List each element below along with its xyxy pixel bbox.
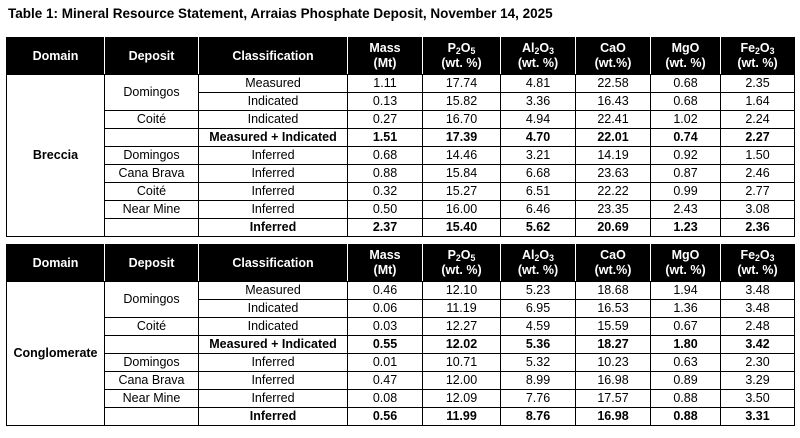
p2o5-header: $P_2O_5$ (wt. %): [423, 38, 501, 75]
mass-cell: 0.55: [348, 336, 423, 354]
mass-cell: 0.32: [348, 183, 423, 201]
deposit-header: Deposit: [105, 38, 199, 75]
mgo-cell: 1.80: [651, 336, 721, 354]
subtotal-row: [7, 408, 795, 426]
deposit-cell: Cana Brava: [105, 372, 199, 390]
mass-cell: 0.56: [348, 408, 423, 426]
cao-cell: 20.69: [576, 219, 651, 237]
cao-cell: 15.59: [576, 318, 651, 336]
fe2o3-cell: 2.24: [721, 111, 795, 129]
cao-cell: 23.63: [576, 165, 651, 183]
table-row: [7, 201, 795, 219]
table-row: [7, 183, 795, 201]
classification-cell: Indicated: [199, 300, 348, 318]
mgo-cell: 1.36: [651, 300, 721, 318]
mass-header: Mass (Mt): [348, 245, 423, 282]
table-row: [7, 147, 795, 165]
mass-cell: 0.03: [348, 318, 423, 336]
al2o3-cell: 6.68: [501, 165, 576, 183]
al2o3-cell: 8.99: [501, 372, 576, 390]
subtotal-row: [7, 219, 795, 237]
breccia-table: [6, 37, 795, 237]
deposit-cell: Domingos: [105, 147, 199, 165]
mass-header: Mass (Mt): [348, 38, 423, 75]
mgo-cell: 0.87: [651, 165, 721, 183]
cao-cell: 16.43: [576, 93, 651, 111]
p2o5-cell: 15.82: [423, 93, 501, 111]
p2o5-cell: 16.70: [423, 111, 501, 129]
table-row: [7, 318, 795, 336]
classification-cell: Inferred: [199, 147, 348, 165]
al2o3-cell: 4.81: [501, 75, 576, 93]
classification-cell: Inferred: [199, 390, 348, 408]
fe2o3-cell: 2.36: [721, 219, 795, 237]
classification-cell: Indicated: [199, 318, 348, 336]
deposit-cell: Domingos: [105, 75, 199, 111]
mass-cell: 2.37: [348, 219, 423, 237]
deposit-cell: Domingos: [105, 354, 199, 372]
subtotal-row: [7, 336, 795, 354]
al2o3-cell: 7.76: [501, 390, 576, 408]
deposit-cell: [105, 408, 199, 426]
al2o3-cell: 4.70: [501, 129, 576, 147]
deposit-cell: [105, 129, 199, 147]
al2o3-cell: 6.46: [501, 201, 576, 219]
cao-cell: 16.53: [576, 300, 651, 318]
classification-cell: Inferred: [199, 372, 348, 390]
al2o3-cell: 5.23: [501, 282, 576, 300]
fe2o3-header: $Fe_2O_3$ (wt. %): [721, 38, 795, 75]
al2o3-cell: 6.95: [501, 300, 576, 318]
cao-cell: 23.35: [576, 201, 651, 219]
classification-cell: Measured: [199, 75, 348, 93]
domain-header: Domain: [7, 245, 105, 282]
classification-cell: Inferred: [199, 165, 348, 183]
p2o5-cell: 15.84: [423, 165, 501, 183]
mgo-header: MgO (wt. %): [651, 38, 721, 75]
subtotal-row: [7, 129, 795, 147]
cao-cell: 22.58: [576, 75, 651, 93]
p2o5-cell: 17.39: [423, 129, 501, 147]
mgo-cell: 0.68: [651, 93, 721, 111]
al2o3-cell: 4.94: [501, 111, 576, 129]
p2o5-cell: 11.99: [423, 408, 501, 426]
fe2o3-cell: 3.48: [721, 300, 795, 318]
cao-cell: 18.27: [576, 336, 651, 354]
deposit-cell: Coité: [105, 183, 199, 201]
mgo-cell: 1.94: [651, 282, 721, 300]
fe2o3-cell: 3.50: [721, 390, 795, 408]
table-row: [7, 282, 795, 300]
al2o3-cell: 3.36: [501, 93, 576, 111]
mass-cell: 0.06: [348, 300, 423, 318]
mass-cell: 0.08: [348, 390, 423, 408]
mgo-cell: 0.88: [651, 408, 721, 426]
al2o3-cell: 8.76: [501, 408, 576, 426]
fe2o3-cell: 3.42: [721, 336, 795, 354]
mgo-cell: 1.02: [651, 111, 721, 129]
mgo-cell: 0.89: [651, 372, 721, 390]
classification-header: Classification: [199, 245, 348, 282]
classification-cell: Indicated: [199, 93, 348, 111]
mgo-cell: 0.74: [651, 129, 721, 147]
cao-cell: 22.01: [576, 129, 651, 147]
fe2o3-cell: 1.50: [721, 147, 795, 165]
classification-cell: Indicated: [199, 111, 348, 129]
fe2o3-cell: 2.48: [721, 318, 795, 336]
p2o5-header: $P_2O_5$ (wt. %): [423, 245, 501, 282]
mass-cell: 0.46: [348, 282, 423, 300]
p2o5-cell: 12.27: [423, 318, 501, 336]
mass-cell: 1.11: [348, 75, 423, 93]
mass-cell: 0.68: [348, 147, 423, 165]
table-row: [7, 111, 795, 129]
p2o5-cell: 12.10: [423, 282, 501, 300]
cao-cell: 18.68: [576, 282, 651, 300]
al2o3-cell: 5.62: [501, 219, 576, 237]
cao-header: CaO (wt.%): [576, 245, 651, 282]
mgo-cell: 0.68: [651, 75, 721, 93]
classification-cell: Measured + Indicated: [199, 336, 348, 354]
fe2o3-cell: 1.64: [721, 93, 795, 111]
mgo-cell: 1.23: [651, 219, 721, 237]
al2o3-header: $Al_2O_3$ (wt. %): [501, 38, 576, 75]
al2o3-cell: 6.51: [501, 183, 576, 201]
cao-cell: 14.19: [576, 147, 651, 165]
mgo-header: MgO (wt. %): [651, 245, 721, 282]
mgo-cell: 0.92: [651, 147, 721, 165]
deposit-cell: Coité: [105, 318, 199, 336]
mass-cell: 0.27: [348, 111, 423, 129]
cao-cell: 22.22: [576, 183, 651, 201]
classification-cell: Measured: [199, 282, 348, 300]
mass-cell: 0.01: [348, 354, 423, 372]
classification-cell: Inferred: [199, 201, 348, 219]
al2o3-cell: 4.59: [501, 318, 576, 336]
p2o5-cell: 10.71: [423, 354, 501, 372]
fe2o3-cell: 2.35: [721, 75, 795, 93]
deposit-header: Deposit: [105, 245, 199, 282]
cao-cell: 16.98: [576, 408, 651, 426]
al2o3-cell: 5.32: [501, 354, 576, 372]
mass-cell: 0.50: [348, 201, 423, 219]
al2o3-cell: 5.36: [501, 336, 576, 354]
header-row: [7, 38, 795, 75]
fe2o3-cell: 2.30: [721, 354, 795, 372]
p2o5-cell: 12.09: [423, 390, 501, 408]
mass-cell: 0.13: [348, 93, 423, 111]
p2o5-cell: 12.00: [423, 372, 501, 390]
deposit-cell: Near Mine: [105, 390, 199, 408]
domain-header: Domain: [7, 38, 105, 75]
mgo-cell: 2.43: [651, 201, 721, 219]
cao-cell: 10.23: [576, 354, 651, 372]
domain-cell: Breccia: [7, 75, 105, 237]
classification-cell: Inferred: [199, 219, 348, 237]
mgo-cell: 0.88: [651, 390, 721, 408]
deposit-cell: [105, 219, 199, 237]
fe2o3-cell: 3.08: [721, 201, 795, 219]
fe2o3-cell: 3.31: [721, 408, 795, 426]
mgo-cell: 0.99: [651, 183, 721, 201]
header-row: [7, 245, 795, 282]
fe2o3-cell: 3.29: [721, 372, 795, 390]
deposit-cell: Near Mine: [105, 201, 199, 219]
fe2o3-cell: 3.48: [721, 282, 795, 300]
p2o5-cell: 12.02: [423, 336, 501, 354]
deposit-cell: [105, 336, 199, 354]
classification-cell: Inferred: [199, 408, 348, 426]
al2o3-header: $Al_2O_3$ (wt. %): [501, 245, 576, 282]
p2o5-cell: 15.40: [423, 219, 501, 237]
p2o5-cell: 14.46: [423, 147, 501, 165]
domain-cell: Conglomerate: [7, 282, 105, 426]
deposit-cell: Coité: [105, 111, 199, 129]
p2o5-cell: 15.27: [423, 183, 501, 201]
p2o5-cell: 16.00: [423, 201, 501, 219]
table-row: [7, 165, 795, 183]
cao-cell: 17.57: [576, 390, 651, 408]
classification-cell: Inferred: [199, 354, 348, 372]
deposit-cell: Cana Brava: [105, 165, 199, 183]
p2o5-cell: 11.19: [423, 300, 501, 318]
mass-cell: 1.51: [348, 129, 423, 147]
p2o5-cell: 17.74: [423, 75, 501, 93]
fe2o3-header: $Fe_2O_3$ (wt. %): [721, 245, 795, 282]
classification-cell: Inferred: [199, 183, 348, 201]
table-caption: Table 1: Mineral Resource Statement, Arraias Phosphate Deposit, November 14, 2025: [8, 6, 553, 21]
cao-cell: 16.98: [576, 372, 651, 390]
fe2o3-cell: 2.77: [721, 183, 795, 201]
al2o3-cell: 3.21: [501, 147, 576, 165]
fe2o3-cell: 2.27: [721, 129, 795, 147]
table-row: [7, 75, 795, 93]
cao-header: CaO (wt.%): [576, 38, 651, 75]
table-row: [7, 354, 795, 372]
table-row: [7, 372, 795, 390]
mgo-cell: 0.67: [651, 318, 721, 336]
cao-cell: 22.41: [576, 111, 651, 129]
classification-header: Classification: [199, 38, 348, 75]
fe2o3-cell: 2.46: [721, 165, 795, 183]
conglomerate-table: [6, 244, 795, 426]
table-row: [7, 390, 795, 408]
mgo-cell: 0.63: [651, 354, 721, 372]
deposit-cell: Domingos: [105, 282, 199, 318]
classification-cell: Measured + Indicated: [199, 129, 348, 147]
mass-cell: 0.47: [348, 372, 423, 390]
mass-cell: 0.88: [348, 165, 423, 183]
